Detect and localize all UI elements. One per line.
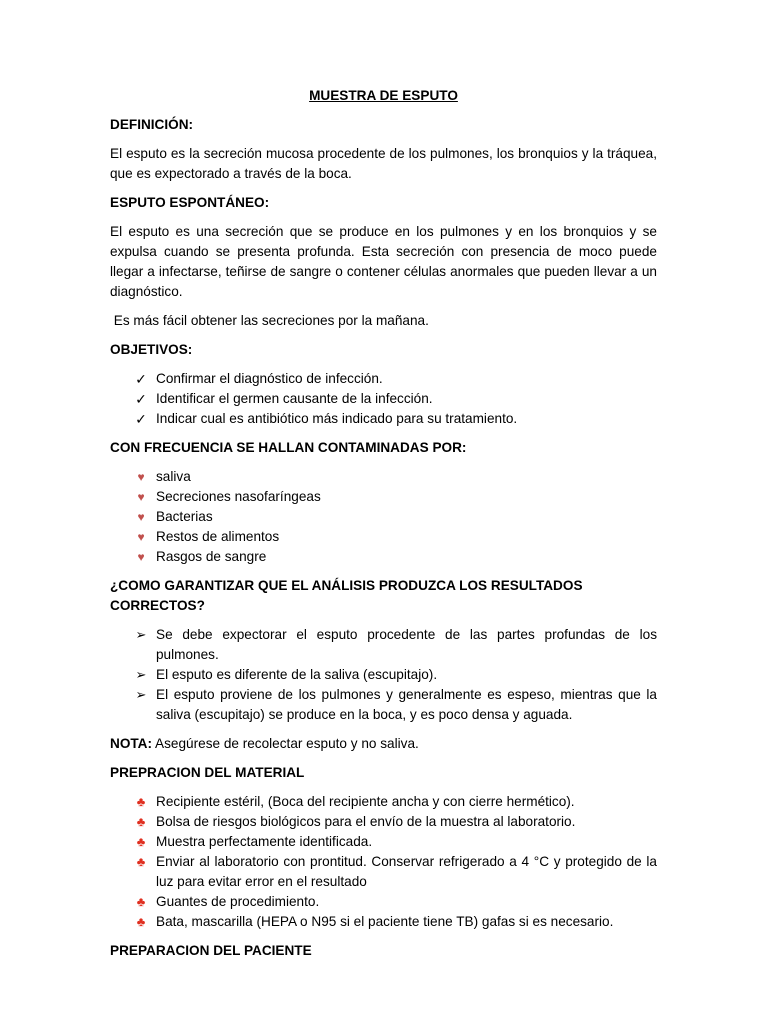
document-title: MUESTRA DE ESPUTO <box>309 88 458 103</box>
list-item <box>110 369 657 389</box>
esputo-manana-note: Es más fácil obtener las secreciones por la mañana. <box>110 313 429 328</box>
list-item-text: Enviar al laboratorio con prontitud. Conservar refrigerado a 4 °C y protegido de la luz para evitar error en el resultado <box>156 854 657 889</box>
esputo-espontaneo-text: El esputo es una secreción que se produce en los pulmones y en los bronquios y se expulsa cuando se presenta profunda. Esta secreción con presencia de moco puede llegar a infectarse, teñirse de sangre o contener células anormales que pueden llevar a un diagnóstico. <box>110 224 657 299</box>
list-item-text: Restos de alimentos <box>156 529 280 544</box>
objetivos-list <box>110 369 657 429</box>
heart-icon: ♥ <box>137 550 145 564</box>
list-item-text: Bolsa de riesgos biológicos para el envío de la muestra al laboratorio. <box>156 814 576 829</box>
club-icon: ♣ <box>136 794 146 809</box>
list-item <box>110 547 657 567</box>
list-item-text: saliva <box>156 469 191 484</box>
list-item-text: El esputo proviene de los pulmones y generalmente es espeso, mientras que la saliva (escupitajo) se produce en la boca, y es poco densa y aguada. <box>156 687 657 722</box>
definicion-text: El esputo es la secreción mucosa procedente de los pulmones, los bronquios y la tráquea, que es expectorado a través de la boca. <box>110 146 657 181</box>
material-heading: PREPRACION DEL MATERIAL <box>110 765 305 780</box>
arrow-bullet-icon: ➢ <box>135 667 147 682</box>
nota-paragraph <box>110 734 657 754</box>
list-item-text: Se debe expectorar el esputo procedente de las partes profundas de los pulmones. <box>156 627 657 662</box>
list-item-text: Bata, mascarilla (HEPA o N95 si el paciente tiene TB) gafas si es necesario. <box>156 914 614 929</box>
garantizar-list <box>110 625 657 725</box>
list-item <box>110 527 657 547</box>
list-item-text: Muestra perfectamente identificada. <box>156 834 373 849</box>
list-item-text: Indicar cual es antibiótico más indicado para su tratamiento. <box>156 411 518 426</box>
contaminadas-list <box>110 467 657 567</box>
material-list <box>110 792 657 932</box>
list-item <box>110 852 657 892</box>
list-item <box>110 892 657 912</box>
nota-label: NOTA: <box>110 736 153 751</box>
club-icon: ♣ <box>136 914 146 929</box>
arrow-bullet-icon: ➢ <box>135 687 147 702</box>
checkmark-icon: ✓ <box>135 391 147 407</box>
club-icon: ♣ <box>136 854 146 869</box>
list-item <box>110 812 657 832</box>
list-item <box>110 832 657 852</box>
club-icon: ♣ <box>136 834 146 849</box>
nota-text: Asegúrese de recolectar esputo y no saliva. <box>152 736 419 751</box>
club-icon: ♣ <box>136 814 146 829</box>
list-item <box>110 507 657 527</box>
list-item-text: Guantes de procedimiento. <box>156 894 320 909</box>
list-item-text: Rasgos de sangre <box>156 549 267 564</box>
paciente-heading: PREPARACION DEL PACIENTE <box>110 943 312 958</box>
list-item <box>110 665 657 685</box>
list-item <box>110 389 657 409</box>
list-item <box>110 409 657 429</box>
list-item-text: Bacterias <box>156 509 213 524</box>
list-item <box>110 625 657 665</box>
esputo-espontaneo-heading: ESPUTO ESPONTÁNEO: <box>110 195 270 210</box>
heart-icon: ♥ <box>137 530 145 544</box>
list-item-text: Identificar el germen causante de la infección. <box>156 391 433 406</box>
list-item-text: El esputo es diferente de la saliva (escupitajo). <box>156 667 438 682</box>
objetivos-heading: OBJETIVOS: <box>110 342 193 357</box>
list-item <box>110 792 657 812</box>
list-item <box>110 467 657 487</box>
list-item <box>110 685 657 725</box>
contaminadas-heading: CON FRECUENCIA SE HALLAN CONTAMINADAS POR: <box>110 440 467 455</box>
document-content <box>110 86 657 970</box>
list-item-text: Secreciones nasofaríngeas <box>156 489 321 504</box>
heart-icon: ♥ <box>137 470 145 484</box>
heart-icon: ♥ <box>137 490 145 504</box>
list-item-text: Recipiente estéril, (Boca del recipiente ancha y con cierre hermético). <box>156 794 575 809</box>
heart-icon: ♥ <box>137 510 145 524</box>
checkmark-icon: ✓ <box>135 371 147 387</box>
list-item <box>110 487 657 507</box>
list-item <box>110 912 657 932</box>
checkmark-icon: ✓ <box>135 411 147 427</box>
list-item-text: Confirmar el diagnóstico de infección. <box>156 371 383 386</box>
garantizar-heading: ¿COMO GARANTIZAR QUE EL ANÁLISIS PRODUZCA LOS RESULTADOS CORRECTOS? <box>110 578 583 613</box>
definicion-heading: DEFINICIÓN: <box>110 117 194 132</box>
arrow-bullet-icon: ➢ <box>135 627 147 642</box>
club-icon: ♣ <box>136 894 146 909</box>
